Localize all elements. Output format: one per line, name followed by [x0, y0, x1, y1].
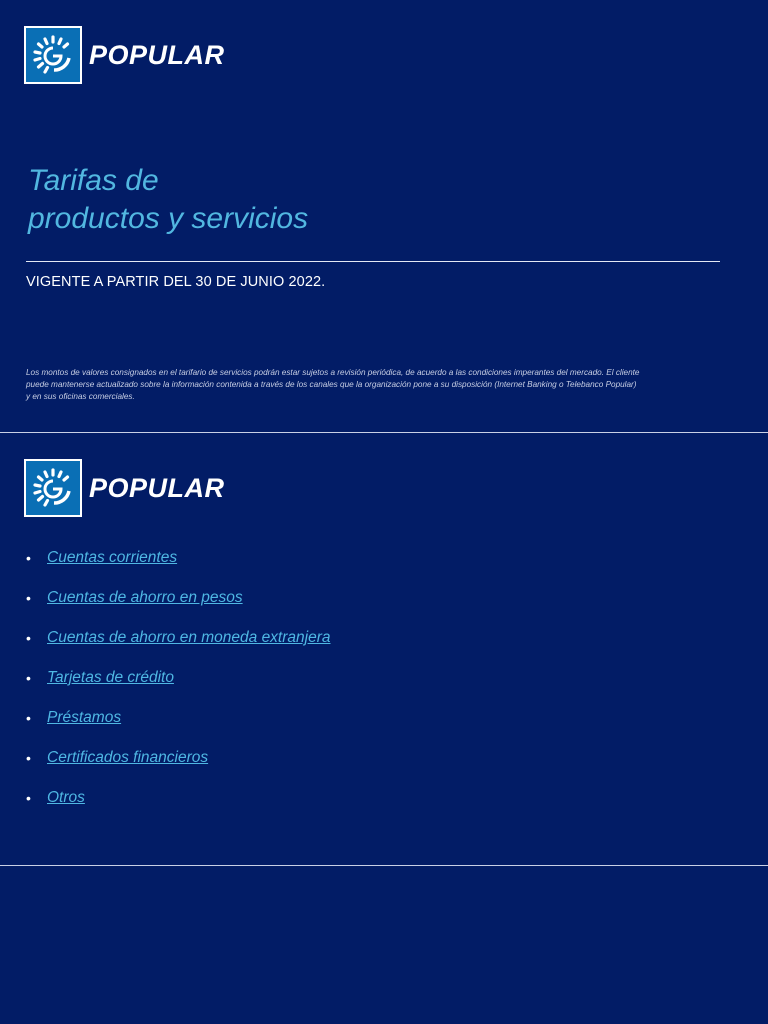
- popular-logo: [24, 459, 225, 517]
- list-item: [26, 587, 331, 627]
- popular-logo-mark: [24, 459, 82, 517]
- list-item: [26, 547, 331, 587]
- link-cuentas-ahorro-moneda-extranjera[interactable]: Cuentas de ahorro en moneda extranjera: [47, 629, 331, 646]
- page-title: [28, 162, 308, 238]
- index-slide: [0, 433, 768, 865]
- effective-date: VIGENTE A PARTIR DEL 30 DE JUNIO 2022.: [26, 274, 326, 290]
- list-item: [26, 667, 331, 707]
- link-certificados-financieros[interactable]: Certificados financieros: [47, 749, 209, 766]
- bullet: •: [26, 590, 31, 606]
- list-item: [26, 747, 331, 787]
- next-slide: [0, 866, 768, 1024]
- popular-logo: [24, 26, 225, 84]
- title-line-2: productos y servicios: [28, 202, 309, 235]
- products-menu: [26, 547, 331, 827]
- bullet: •: [26, 790, 31, 806]
- sun-icon: [30, 465, 76, 511]
- logo-wordmark: POPULAR: [89, 39, 225, 70]
- link-otros[interactable]: Otros: [47, 789, 85, 806]
- disclaimer-text: [26, 367, 686, 403]
- bullet: •: [26, 670, 31, 686]
- bullet: •: [26, 710, 31, 726]
- bullet: •: [26, 750, 31, 766]
- title-divider: [26, 261, 720, 262]
- link-prestamos[interactable]: Préstamos: [47, 709, 122, 726]
- list-item: [26, 707, 331, 747]
- title-line-1: Tarifas de: [28, 164, 159, 197]
- disclaimer-line-3: y en sus oficinas comerciales.: [26, 392, 135, 401]
- sun-icon: [30, 32, 76, 78]
- cover-slide: [0, 0, 768, 432]
- bullet: •: [26, 550, 31, 566]
- link-cuentas-corrientes[interactable]: Cuentas corrientes: [47, 549, 178, 566]
- bullet: •: [26, 630, 31, 646]
- logo-wordmark: POPULAR: [89, 472, 225, 503]
- link-tarjetas-credito[interactable]: Tarjetas de crédito: [47, 669, 174, 686]
- disclaimer-line-2: puede mantenerse actualizado sobre la información contenida a través de los canales que la organización pone a su disposición (Internet Banking o Telebanco Popular): [26, 380, 637, 389]
- disclaimer-line-1: Los montos de valores consignados en el tarifario de servicios podrán estar sujetos a revisión periódica, de acuerdo a las condiciones imperantes del mercado. El cliente: [26, 368, 640, 377]
- popular-logo-mark: [24, 26, 82, 84]
- link-cuentas-ahorro-pesos[interactable]: Cuentas de ahorro en pesos: [47, 589, 243, 606]
- list-item: [26, 627, 331, 667]
- list-item: [26, 787, 331, 827]
